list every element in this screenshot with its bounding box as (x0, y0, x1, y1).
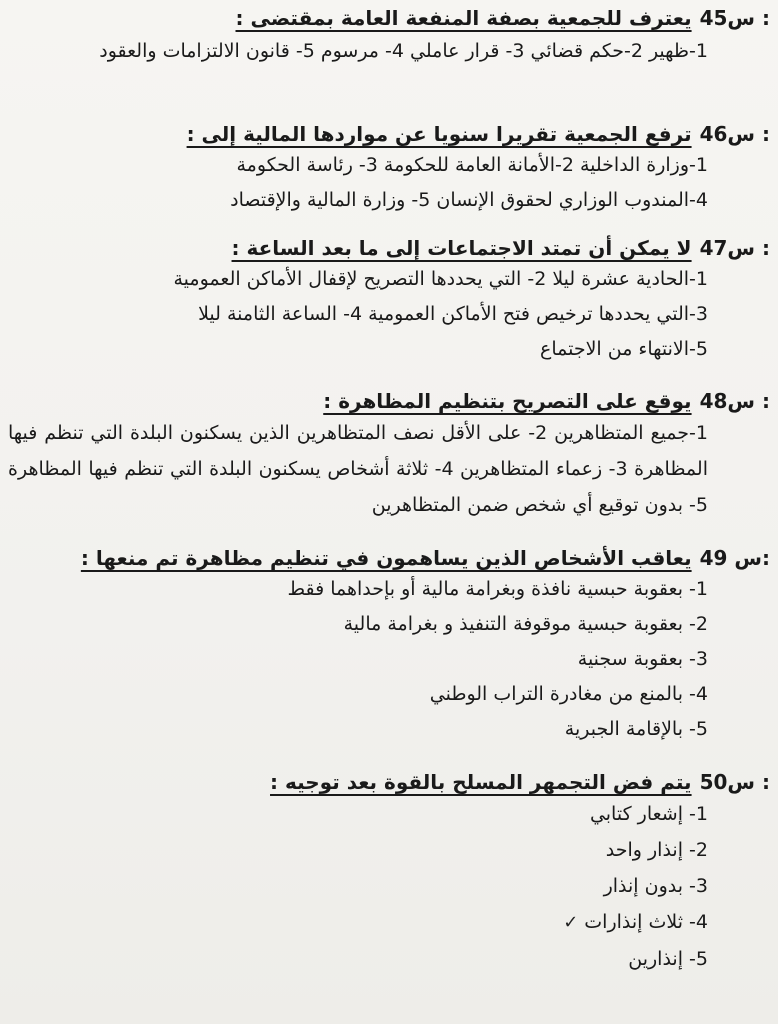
option-line: 1-وزارة الداخلية 2-الأمانة العامة للحكومة 3- رئاسة الحكومة (236, 154, 708, 176)
question-text: يوقع على التصريح بتنظيم المظاهرة : (323, 389, 692, 413)
option-line: 1-الحادية عشرة ليلا 2- التي يحددها التصريح لإقفال الأماكن العمومية (173, 268, 708, 290)
question-50 (8, 768, 770, 977)
option-line: 3- بعقوبة سجنية (577, 648, 708, 670)
question-text: يعترف للجمعية بصفة المنفعة العامة بمقتضى : (235, 6, 692, 30)
question-header (8, 4, 770, 32)
question-header (8, 120, 770, 148)
question-header (8, 387, 770, 415)
option-text: 4- ثلاث إنذارات (584, 911, 708, 933)
question-text: لا يمكن أن تمتد الاجتماعات إلى ما بعد الساعة : (231, 236, 692, 260)
question-text: يتم فض التجمهر المسلح بالقوة بعد توجيه : (270, 770, 692, 794)
question-number: س46 : (699, 122, 770, 146)
question-header (8, 768, 770, 796)
option-line (8, 904, 770, 941)
question-number: س 49: (699, 546, 770, 570)
option-line: 1-جميع المتظاهرين 2- على الأقل نصف المتظاهرين الذين يسكنون البلدة التي تنظم فيها المظاهرة 3- زعماء المتظاهرين 4- ثلاثة أشخاص يسكنون البلدة التي تنظم فيها المظاهرة 5- بدون توقيع أي شخص ضمن المتظاهرين (8, 422, 708, 516)
question-48 (8, 387, 770, 523)
question-header (8, 234, 770, 262)
question-47 (8, 234, 770, 367)
question-header (8, 544, 770, 572)
option-line: 1- بعقوبة حبسية نافذة وبغرامة مالية أو بإحداهما فقط (287, 578, 708, 600)
question-number: س50 : (699, 770, 770, 794)
option-line: 3-التي يحددها ترخيص فتح الأماكن العمومية 4- الساعة الثامنة ليلا (198, 303, 708, 325)
option-line: 3- بدون إنذار (603, 875, 708, 897)
check-mark-icon: ✓ (563, 912, 579, 933)
question-number: س48 : (699, 389, 770, 413)
option-line: 2- إنذار واحد (605, 839, 708, 861)
option-line: 5-الانتهاء من الاجتماع (540, 338, 708, 360)
option-line: 4- بالمنع من مغادرة التراب الوطني (429, 683, 708, 705)
option-line: 4-المندوب الوزاري لحقوق الإنسان 5- وزارة المالية والإقتصاد (230, 189, 708, 211)
option-line: 1- إشعار كتابي (589, 803, 708, 825)
option-line: 5- إنذارين (628, 948, 708, 970)
question-number: س47 : (699, 236, 770, 260)
question-text: ترفع الجمعية تقريرا سنويا عن مواردها المالية إلى : (186, 122, 692, 146)
option-line: 1-ظهير 2-حكم قضائي 3- قرار عاملي 4- مرسوم 5- قانون الالتزامات والعقود (99, 40, 708, 62)
option-line: 2- بعقوبة حبسية موقوفة التنفيذ و بغرامة مالية (343, 613, 708, 635)
question-46 (8, 120, 770, 218)
question-45 (8, 4, 770, 70)
question-49 (8, 544, 770, 747)
option-line: 5- بالإقامة الجبرية (564, 718, 708, 740)
question-text: يعاقب الأشخاص الذين يساهمون في تنظيم مظاهرة تم منعها : (80, 546, 692, 570)
question-number: س45 : (699, 6, 770, 30)
